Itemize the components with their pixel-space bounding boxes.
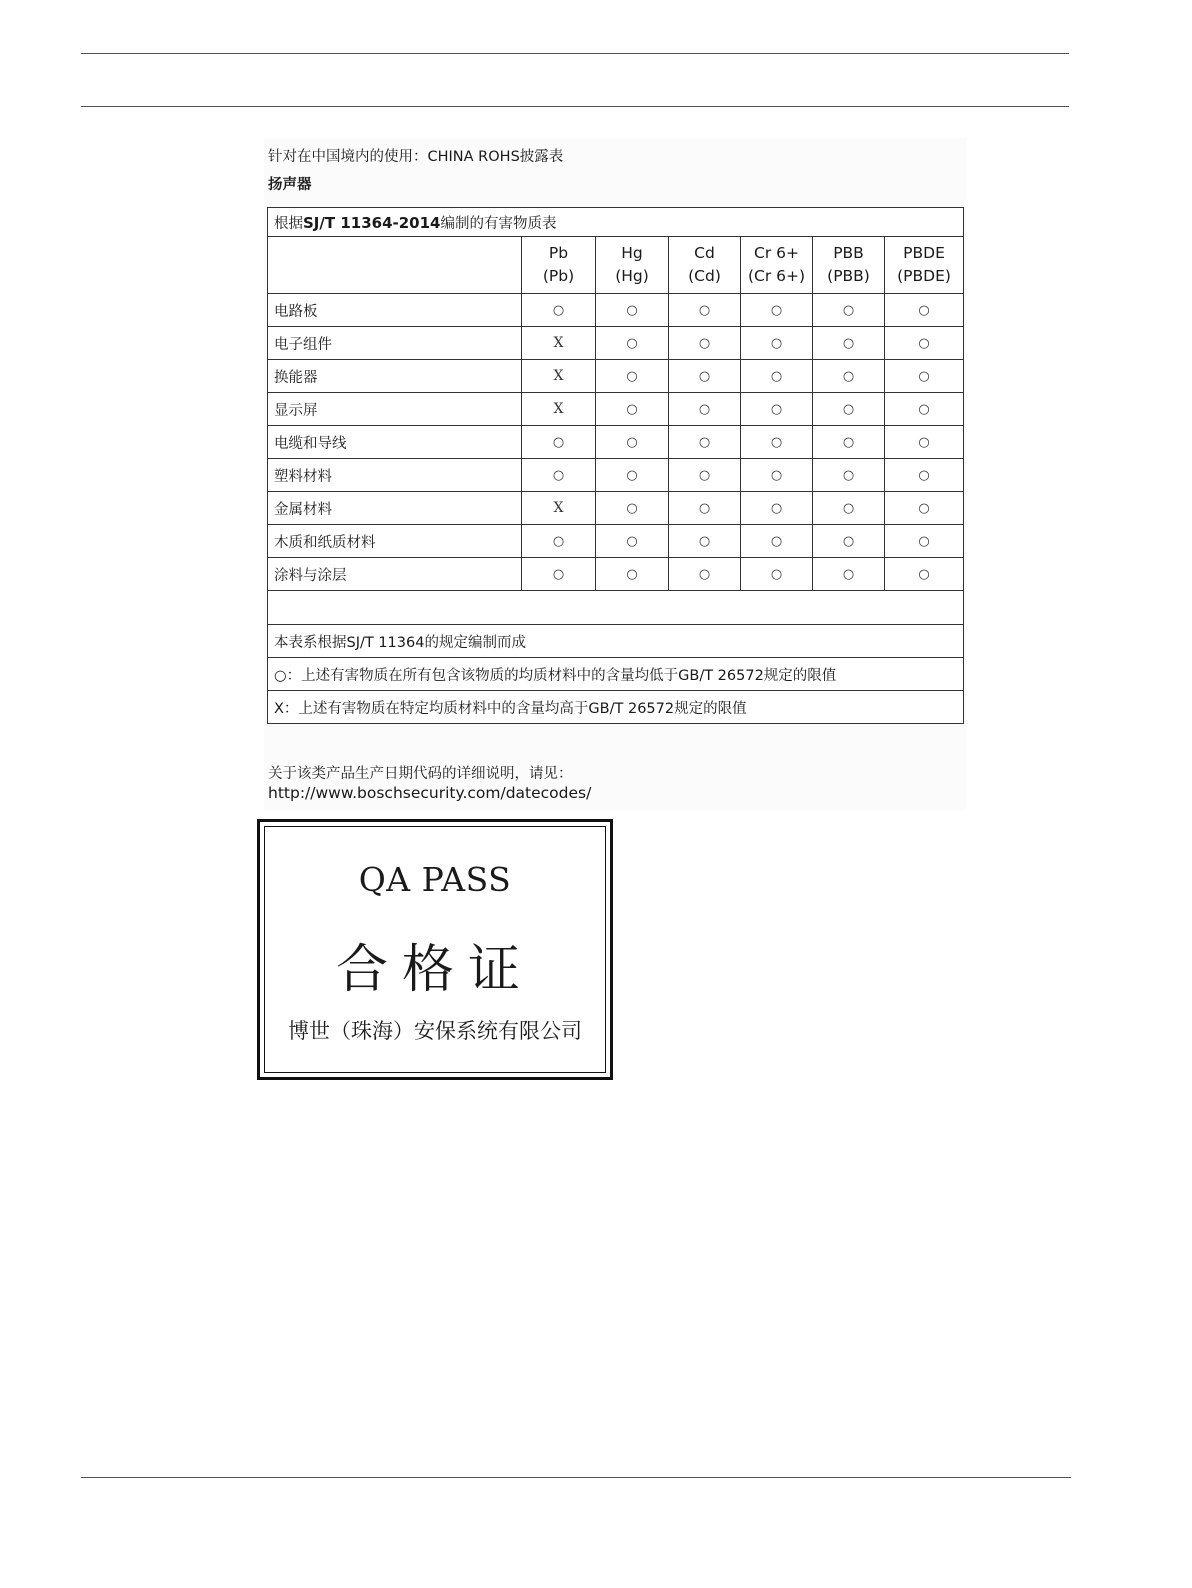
substance-mark <box>741 294 813 327</box>
compliant-mark: ○ <box>918 402 930 417</box>
substance-mark <box>522 426 596 459</box>
table-row <box>268 327 964 360</box>
header-blank-cell <box>268 237 522 294</box>
compliant-mark: ○ <box>770 435 783 450</box>
material-name: 电子组件 <box>268 327 522 360</box>
substance-mark <box>522 459 596 492</box>
datecode-url: http://www.boschsecurity.com/datecodes/ <box>268 784 592 802</box>
table-row <box>268 393 964 426</box>
compliant-mark: ○ <box>770 369 783 384</box>
column-header <box>741 237 813 294</box>
column-symbol: PBB <box>833 244 864 262</box>
substance-mark <box>741 459 813 492</box>
substance-mark <box>596 426 669 459</box>
table-blank-row <box>268 591 964 625</box>
substance-mark <box>669 525 741 558</box>
material-name: 电缆和导线 <box>268 426 522 459</box>
substance-mark <box>596 492 669 525</box>
intro-title: 针对在中国境内的使用：CHINA ROHS披露表 <box>268 149 564 165</box>
substance-mark <box>596 558 669 591</box>
substance-mark <box>741 327 813 360</box>
footer-rule <box>81 1477 1071 1478</box>
compliant-mark: ○ <box>842 402 855 417</box>
column-symbol: PBDE <box>903 244 945 262</box>
compliant-mark: ○ <box>918 501 930 516</box>
compliant-mark: ○ <box>552 468 565 483</box>
substance-mark <box>669 327 741 360</box>
table-note: X：上述有害物质在特定均质材料中的含量均高于GB/T 26572规定的限值 <box>268 691 964 724</box>
column-symbol: Cr 6+ <box>754 244 799 262</box>
material-name: 塑料材料 <box>268 459 522 492</box>
title-standard-code: SJ/T 11364-2014 <box>303 213 441 232</box>
title-suffix: 编制的有害物质表 <box>440 215 557 232</box>
compliant-mark: ○ <box>698 534 711 549</box>
compliant-mark: ○ <box>698 402 711 417</box>
material-name: 换能器 <box>268 360 522 393</box>
substance-mark <box>885 360 964 393</box>
substance-mark <box>596 525 669 558</box>
column-symbol-paren: (PBB) <box>827 267 870 285</box>
compliant-mark: ○ <box>842 468 855 483</box>
stamp-company: 博世（珠海）安保系统有限公司 <box>288 1019 582 1043</box>
compliant-mark: ○ <box>552 303 565 318</box>
substance-mark <box>741 360 813 393</box>
material-name: 金属材料 <box>268 492 522 525</box>
compliant-mark: ○ <box>698 567 711 582</box>
compliant-mark: ○ <box>918 567 930 582</box>
compliant-mark: ○ <box>842 303 855 318</box>
compliant-mark: ○ <box>698 303 711 318</box>
compliant-mark: ○ <box>770 468 783 483</box>
column-symbol-paren: (Hg) <box>615 267 649 285</box>
table-row <box>268 492 964 525</box>
substance-mark <box>522 393 596 426</box>
hazardous-substance-table <box>267 207 964 724</box>
column-symbol-paren: (Cd) <box>688 267 721 285</box>
column-symbol: Hg <box>621 244 643 262</box>
table-row <box>268 558 964 591</box>
column-header <box>813 237 885 294</box>
material-name: 电路板 <box>268 294 522 327</box>
product-name: 扬声器 <box>268 177 312 193</box>
substance-mark <box>522 492 596 525</box>
compliant-mark: ○ <box>626 369 638 384</box>
column-symbol-paren: (Pb) <box>542 267 575 285</box>
compliant-mark: ○ <box>842 534 855 549</box>
table-row <box>268 525 964 558</box>
compliant-mark: ○ <box>842 369 855 384</box>
column-symbol-paren: (PBDE) <box>897 267 951 285</box>
compliant-mark: ○ <box>626 468 638 483</box>
compliant-mark: ○ <box>698 336 711 351</box>
substance-mark <box>885 459 964 492</box>
compliant-mark: ○ <box>918 369 930 384</box>
table-note: 本表系根据SJ/T 11364的规定编制而成 <box>268 625 964 658</box>
compliant-mark: ○ <box>698 468 711 483</box>
compliant-mark: ○ <box>918 336 930 351</box>
compliant-mark: ○ <box>552 435 565 450</box>
substance-mark <box>596 393 669 426</box>
stamp-inner-border <box>264 826 606 1073</box>
qa-pass-stamp <box>257 819 613 1080</box>
datecode-note: 关于该类产品生产日期代码的详细说明，请见： <box>268 766 573 782</box>
table-row <box>268 426 964 459</box>
compliant-mark: ○ <box>626 567 638 582</box>
compliant-mark: ○ <box>626 435 638 450</box>
compliant-mark: ○ <box>552 567 565 582</box>
table-row <box>268 294 964 327</box>
exceeds-mark: X <box>553 368 564 384</box>
table-row <box>268 459 964 492</box>
column-symbol: Pb <box>548 244 569 262</box>
column-header <box>669 237 741 294</box>
substance-mark <box>596 294 669 327</box>
substance-mark <box>669 492 741 525</box>
compliant-mark: ○ <box>770 567 783 582</box>
column-header-row <box>268 237 964 294</box>
compliant-mark: ○ <box>770 534 783 549</box>
substance-mark <box>669 294 741 327</box>
compliant-mark: ○ <box>626 534 638 549</box>
material-name: 显示屏 <box>268 393 522 426</box>
substance-mark <box>741 393 813 426</box>
exceeds-mark: X <box>553 401 564 417</box>
column-header <box>522 237 596 294</box>
substance-mark <box>669 426 741 459</box>
compliant-mark: ○ <box>918 534 930 549</box>
substance-mark <box>669 558 741 591</box>
table-note-row <box>268 625 964 658</box>
compliant-mark: ○ <box>698 369 711 384</box>
substance-mark <box>596 360 669 393</box>
compliant-mark: ○ <box>698 501 711 516</box>
substance-mark <box>813 492 885 525</box>
compliant-mark: ○ <box>842 567 855 582</box>
compliant-mark: ○ <box>626 303 638 318</box>
compliant-mark: ○ <box>918 303 930 318</box>
exceeds-mark: X <box>553 335 564 351</box>
compliant-mark: ○ <box>626 501 638 516</box>
substance-mark <box>669 360 741 393</box>
compliant-mark: ○ <box>918 435 930 450</box>
column-symbol-paren: (Cr 6+) <box>747 267 806 285</box>
substance-mark <box>813 360 885 393</box>
substance-mark <box>813 525 885 558</box>
substance-mark <box>522 294 596 327</box>
substance-mark <box>741 558 813 591</box>
substance-mark <box>669 459 741 492</box>
table-title-row <box>268 208 964 237</box>
column-header <box>885 237 964 294</box>
substance-mark <box>596 327 669 360</box>
compliant-mark: ○ <box>770 501 783 516</box>
table-note-row <box>268 691 964 724</box>
header-rule-top <box>81 53 1069 54</box>
substance-mark <box>522 360 596 393</box>
compliant-mark: ○ <box>698 435 711 450</box>
substance-mark <box>522 327 596 360</box>
compliant-mark: ○ <box>918 468 930 483</box>
substance-mark <box>741 525 813 558</box>
stamp-english: QA PASS <box>358 860 512 899</box>
compliant-mark: ○ <box>770 336 783 351</box>
compliant-mark: ○ <box>770 303 783 318</box>
substance-mark <box>813 294 885 327</box>
header-rule-bottom <box>81 106 1069 107</box>
substance-mark <box>813 426 885 459</box>
compliant-mark: ○ <box>842 336 855 351</box>
substance-mark <box>669 393 741 426</box>
table-note-row <box>268 658 964 691</box>
stamp-chinese: 合格证 <box>335 940 534 1000</box>
substance-mark <box>885 558 964 591</box>
substance-mark <box>813 327 885 360</box>
substance-mark <box>885 492 964 525</box>
material-name: 木质和纸质材料 <box>268 525 522 558</box>
substance-mark <box>813 459 885 492</box>
rohs-disclosure-image <box>264 138 966 810</box>
compliant-mark: ○ <box>842 435 855 450</box>
substance-mark <box>885 525 964 558</box>
substance-mark <box>885 426 964 459</box>
substance-mark <box>522 525 596 558</box>
substance-mark <box>813 558 885 591</box>
substance-mark <box>741 426 813 459</box>
compliant-mark: ○ <box>626 402 638 417</box>
column-header <box>596 237 669 294</box>
substance-mark <box>885 327 964 360</box>
substance-mark <box>522 558 596 591</box>
substance-mark <box>885 393 964 426</box>
material-name: 涂料与涂层 <box>268 558 522 591</box>
title-prefix: 根据 <box>274 215 303 232</box>
table-note: ○：上述有害物质在所有包含该物质的均质材料中的含量均低于GB/T 26572规定的限值 <box>268 658 964 691</box>
exceeds-mark: X <box>553 500 564 516</box>
column-symbol: Cd <box>694 244 715 262</box>
substance-mark <box>741 492 813 525</box>
blank-cell <box>268 591 964 625</box>
compliant-mark: ○ <box>842 501 855 516</box>
substance-mark <box>596 459 669 492</box>
substance-mark <box>885 294 964 327</box>
substance-mark <box>813 393 885 426</box>
compliant-mark: ○ <box>770 402 783 417</box>
table-row <box>268 360 964 393</box>
table-title <box>268 208 964 237</box>
compliant-mark: ○ <box>626 336 638 351</box>
compliant-mark: ○ <box>552 534 565 549</box>
